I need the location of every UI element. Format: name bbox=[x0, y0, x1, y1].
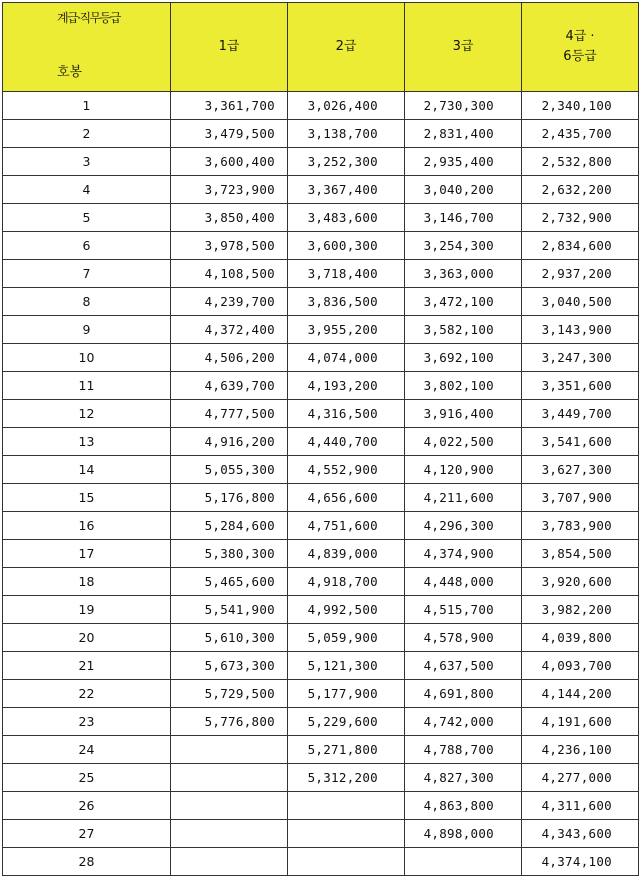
step-cell: 8 bbox=[3, 288, 171, 316]
salary-cell: 4,296,300 bbox=[405, 512, 522, 540]
salary-cell: 3,600,400 bbox=[171, 148, 288, 176]
table-row bbox=[3, 540, 639, 568]
step-cell: 6 bbox=[3, 232, 171, 260]
column-header-grade-3 bbox=[405, 3, 522, 92]
salary-cell: 3,026,400 bbox=[288, 92, 405, 120]
salary-cell: 4,751,600 bbox=[288, 512, 405, 540]
step-cell: 9 bbox=[3, 316, 171, 344]
salary-cell: 4,637,500 bbox=[405, 652, 522, 680]
table-row bbox=[3, 652, 639, 680]
salary-cell: 3,982,200 bbox=[522, 596, 639, 624]
salary-cell: 3,363,000 bbox=[405, 260, 522, 288]
step-cell: 1 bbox=[3, 92, 171, 120]
table-row bbox=[3, 316, 639, 344]
step-cell: 26 bbox=[3, 792, 171, 820]
salary-cell: 3,367,400 bbox=[288, 176, 405, 204]
salary-cell: 4,440,700 bbox=[288, 428, 405, 456]
salary-cell: 5,312,200 bbox=[288, 764, 405, 792]
salary-cell: 5,059,900 bbox=[288, 624, 405, 652]
salary-cell: 2,937,200 bbox=[522, 260, 639, 288]
column-header-label-line-1: 4급 · bbox=[565, 29, 595, 44]
salary-cell: 3,916,400 bbox=[405, 400, 522, 428]
salary-cell: 3,472,100 bbox=[405, 288, 522, 316]
salary-cell: 4,120,900 bbox=[405, 456, 522, 484]
salary-cell: 3,483,600 bbox=[288, 204, 405, 232]
salary-cell: 4,374,100 bbox=[522, 848, 639, 876]
salary-cell: 2,340,100 bbox=[522, 92, 639, 120]
salary-cell: 5,776,800 bbox=[171, 708, 288, 736]
salary-cell: 4,639,700 bbox=[171, 372, 288, 400]
step-cell: 28 bbox=[3, 848, 171, 876]
salary-cell: 3,836,500 bbox=[288, 288, 405, 316]
salary-cell: 3,143,900 bbox=[522, 316, 639, 344]
salary-cell: 2,834,600 bbox=[522, 232, 639, 260]
step-cell: 20 bbox=[3, 624, 171, 652]
salary-cell: 4,316,500 bbox=[288, 400, 405, 428]
salary-cell: 4,144,200 bbox=[522, 680, 639, 708]
salary-cell: 4,093,700 bbox=[522, 652, 639, 680]
table-row bbox=[3, 680, 639, 708]
salary-cell: 4,191,600 bbox=[522, 708, 639, 736]
salary-cell: 3,850,400 bbox=[171, 204, 288, 232]
table-row bbox=[3, 148, 639, 176]
salary-cell: 4,742,000 bbox=[405, 708, 522, 736]
column-header-grade-2 bbox=[288, 3, 405, 92]
column-header-label: 2급 bbox=[335, 39, 357, 54]
salary-cell: 4,992,500 bbox=[288, 596, 405, 624]
salary-cell: 3,252,300 bbox=[288, 148, 405, 176]
salary-cell: 3,146,700 bbox=[405, 204, 522, 232]
table-row bbox=[3, 624, 639, 652]
salary-cell: 3,692,100 bbox=[405, 344, 522, 372]
salary-cell: 5,610,300 bbox=[171, 624, 288, 652]
column-header-label: 3급 bbox=[452, 39, 474, 54]
salary-cell: 3,361,700 bbox=[171, 92, 288, 120]
salary-cell: 5,541,900 bbox=[171, 596, 288, 624]
table-row bbox=[3, 176, 639, 204]
salary-cell bbox=[171, 820, 288, 848]
salary-cell bbox=[171, 764, 288, 792]
step-cell: 22 bbox=[3, 680, 171, 708]
column-header-label: 1급 bbox=[218, 39, 240, 54]
step-cell: 23 bbox=[3, 708, 171, 736]
step-cell: 14 bbox=[3, 456, 171, 484]
table-row bbox=[3, 568, 639, 596]
table-row bbox=[3, 428, 639, 456]
salary-cell: 4,916,200 bbox=[171, 428, 288, 456]
salary-table-header bbox=[3, 3, 639, 92]
salary-cell: 3,718,400 bbox=[288, 260, 405, 288]
salary-cell: 2,831,400 bbox=[405, 120, 522, 148]
step-cell: 2 bbox=[3, 120, 171, 148]
salary-cell: 4,239,700 bbox=[171, 288, 288, 316]
column-header-label-line-2: 6등급 bbox=[563, 49, 597, 64]
table-row bbox=[3, 372, 639, 400]
salary-cell: 4,448,000 bbox=[405, 568, 522, 596]
corner-header-cell bbox=[3, 3, 171, 92]
salary-cell: 4,788,700 bbox=[405, 736, 522, 764]
salary-cell: 4,372,400 bbox=[171, 316, 288, 344]
salary-cell: 3,247,300 bbox=[522, 344, 639, 372]
table-row bbox=[3, 512, 639, 540]
corner-top-label: 계급·직무등급 bbox=[57, 11, 120, 25]
salary-cell: 3,351,600 bbox=[522, 372, 639, 400]
salary-cell: 3,138,700 bbox=[288, 120, 405, 148]
salary-cell: 2,732,900 bbox=[522, 204, 639, 232]
table-row bbox=[3, 792, 639, 820]
salary-cell: 4,777,500 bbox=[171, 400, 288, 428]
salary-cell: 5,673,300 bbox=[171, 652, 288, 680]
table-row bbox=[3, 288, 639, 316]
salary-cell: 4,552,900 bbox=[288, 456, 405, 484]
salary-cell bbox=[288, 820, 405, 848]
salary-cell bbox=[288, 792, 405, 820]
salary-cell: 3,723,900 bbox=[171, 176, 288, 204]
salary-cell: 3,479,500 bbox=[171, 120, 288, 148]
salary-cell: 4,343,600 bbox=[522, 820, 639, 848]
salary-cell: 5,284,600 bbox=[171, 512, 288, 540]
step-cell: 24 bbox=[3, 736, 171, 764]
table-row bbox=[3, 456, 639, 484]
salary-cell: 4,211,600 bbox=[405, 484, 522, 512]
step-cell: 7 bbox=[3, 260, 171, 288]
salary-cell: 2,435,700 bbox=[522, 120, 639, 148]
step-cell: 15 bbox=[3, 484, 171, 512]
salary-cell: 3,978,500 bbox=[171, 232, 288, 260]
table-row bbox=[3, 708, 639, 736]
salary-cell: 3,802,100 bbox=[405, 372, 522, 400]
salary-cell: 2,532,800 bbox=[522, 148, 639, 176]
salary-cell: 5,729,500 bbox=[171, 680, 288, 708]
salary-table bbox=[2, 2, 639, 876]
salary-cell: 4,193,200 bbox=[288, 372, 405, 400]
salary-cell: 4,918,700 bbox=[288, 568, 405, 596]
column-header-grade-4-6 bbox=[522, 3, 639, 92]
salary-cell bbox=[405, 848, 522, 876]
salary-cell: 5,176,800 bbox=[171, 484, 288, 512]
header-row bbox=[3, 3, 639, 92]
table-row bbox=[3, 344, 639, 372]
step-cell: 13 bbox=[3, 428, 171, 456]
salary-cell: 4,827,300 bbox=[405, 764, 522, 792]
salary-cell: 4,039,800 bbox=[522, 624, 639, 652]
salary-cell: 4,236,100 bbox=[522, 736, 639, 764]
step-cell: 5 bbox=[3, 204, 171, 232]
step-cell: 27 bbox=[3, 820, 171, 848]
salary-cell bbox=[171, 736, 288, 764]
salary-cell: 4,074,000 bbox=[288, 344, 405, 372]
table-row bbox=[3, 92, 639, 120]
salary-cell: 3,254,300 bbox=[405, 232, 522, 260]
table-row bbox=[3, 260, 639, 288]
salary-cell: 3,040,200 bbox=[405, 176, 522, 204]
salary-cell: 4,578,900 bbox=[405, 624, 522, 652]
salary-cell: 4,839,000 bbox=[288, 540, 405, 568]
salary-cell: 4,863,800 bbox=[405, 792, 522, 820]
salary-cell: 2,730,300 bbox=[405, 92, 522, 120]
salary-cell: 4,374,900 bbox=[405, 540, 522, 568]
step-cell: 11 bbox=[3, 372, 171, 400]
salary-cell: 3,541,600 bbox=[522, 428, 639, 456]
step-cell: 18 bbox=[3, 568, 171, 596]
salary-cell: 3,582,100 bbox=[405, 316, 522, 344]
salary-cell: 4,108,500 bbox=[171, 260, 288, 288]
table-row bbox=[3, 484, 639, 512]
corner-bottom-label: 호봉 bbox=[57, 65, 83, 80]
table-row bbox=[3, 232, 639, 260]
salary-cell: 4,691,800 bbox=[405, 680, 522, 708]
step-cell: 21 bbox=[3, 652, 171, 680]
table-row bbox=[3, 848, 639, 876]
salary-cell: 5,177,900 bbox=[288, 680, 405, 708]
salary-cell: 3,707,900 bbox=[522, 484, 639, 512]
salary-cell: 5,465,600 bbox=[171, 568, 288, 596]
table-row bbox=[3, 596, 639, 624]
salary-cell: 3,955,200 bbox=[288, 316, 405, 344]
salary-cell bbox=[171, 848, 288, 876]
salary-cell: 2,935,400 bbox=[405, 148, 522, 176]
salary-cell: 3,920,600 bbox=[522, 568, 639, 596]
step-cell: 17 bbox=[3, 540, 171, 568]
salary-cell: 5,229,600 bbox=[288, 708, 405, 736]
salary-cell: 3,627,300 bbox=[522, 456, 639, 484]
salary-cell: 5,055,300 bbox=[171, 456, 288, 484]
table-row bbox=[3, 820, 639, 848]
salary-cell: 4,022,500 bbox=[405, 428, 522, 456]
salary-cell: 4,515,700 bbox=[405, 596, 522, 624]
table-row bbox=[3, 736, 639, 764]
salary-cell: 5,121,300 bbox=[288, 652, 405, 680]
salary-cell: 4,311,600 bbox=[522, 792, 639, 820]
step-cell: 3 bbox=[3, 148, 171, 176]
salary-cell: 4,506,200 bbox=[171, 344, 288, 372]
salary-cell: 5,380,300 bbox=[171, 540, 288, 568]
step-cell: 25 bbox=[3, 764, 171, 792]
step-cell: 19 bbox=[3, 596, 171, 624]
column-header-grade-1 bbox=[171, 3, 288, 92]
table-row bbox=[3, 204, 639, 232]
table-row bbox=[3, 120, 639, 148]
salary-cell: 4,656,600 bbox=[288, 484, 405, 512]
salary-cell: 3,449,700 bbox=[522, 400, 639, 428]
salary-cell: 3,040,500 bbox=[522, 288, 639, 316]
step-cell: 12 bbox=[3, 400, 171, 428]
step-cell: 16 bbox=[3, 512, 171, 540]
salary-cell bbox=[171, 792, 288, 820]
salary-cell bbox=[288, 848, 405, 876]
salary-cell: 3,854,500 bbox=[522, 540, 639, 568]
salary-cell: 4,898,000 bbox=[405, 820, 522, 848]
step-cell: 10 bbox=[3, 344, 171, 372]
step-cell: 4 bbox=[3, 176, 171, 204]
table-row bbox=[3, 400, 639, 428]
salary-cell: 4,277,000 bbox=[522, 764, 639, 792]
salary-cell: 5,271,800 bbox=[288, 736, 405, 764]
salary-cell: 3,600,300 bbox=[288, 232, 405, 260]
salary-table-body bbox=[3, 92, 639, 876]
salary-cell: 2,632,200 bbox=[522, 176, 639, 204]
table-row bbox=[3, 764, 639, 792]
salary-cell: 3,783,900 bbox=[522, 512, 639, 540]
